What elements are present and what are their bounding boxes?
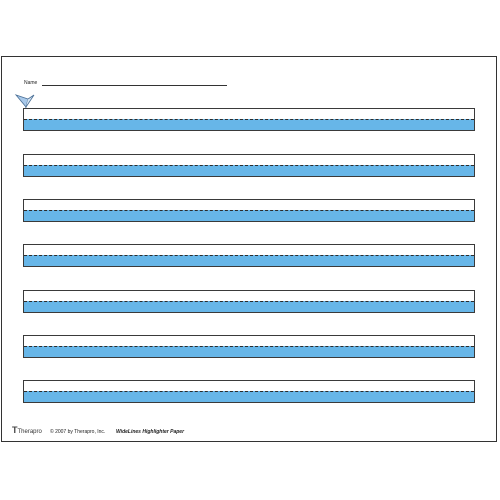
paper-title: WideLines Highlighter Paper bbox=[116, 429, 185, 435]
name-label: Name bbox=[24, 80, 38, 86]
dashed-midline bbox=[24, 301, 474, 302]
writing-line[interactable] bbox=[23, 335, 475, 358]
highlight-band bbox=[24, 165, 474, 176]
writing-line[interactable] bbox=[23, 199, 475, 222]
copyright-text: © 2007 by Therapro, Inc. bbox=[50, 429, 106, 435]
dashed-midline bbox=[24, 165, 474, 166]
dashed-midline bbox=[24, 255, 474, 256]
dashed-midline bbox=[24, 391, 474, 392]
name-line[interactable] bbox=[42, 85, 227, 86]
therapro-logo bbox=[12, 425, 42, 435]
writing-line[interactable] bbox=[23, 108, 475, 131]
highlight-band bbox=[24, 346, 474, 357]
highlight-band bbox=[24, 210, 474, 221]
writing-line[interactable] bbox=[23, 380, 475, 403]
writing-line[interactable] bbox=[23, 244, 475, 267]
dashed-midline bbox=[24, 346, 474, 347]
highlight-band bbox=[24, 255, 474, 266]
highlight-band bbox=[24, 301, 474, 312]
highlight-band bbox=[24, 391, 474, 402]
highlight-band bbox=[24, 119, 474, 130]
writing-line[interactable] bbox=[23, 154, 475, 177]
writing-line[interactable] bbox=[23, 290, 475, 313]
dashed-midline bbox=[24, 119, 474, 120]
logo-text: Therapro bbox=[17, 429, 42, 435]
logo-mark-icon: T bbox=[12, 425, 18, 435]
dashed-midline bbox=[24, 210, 474, 211]
